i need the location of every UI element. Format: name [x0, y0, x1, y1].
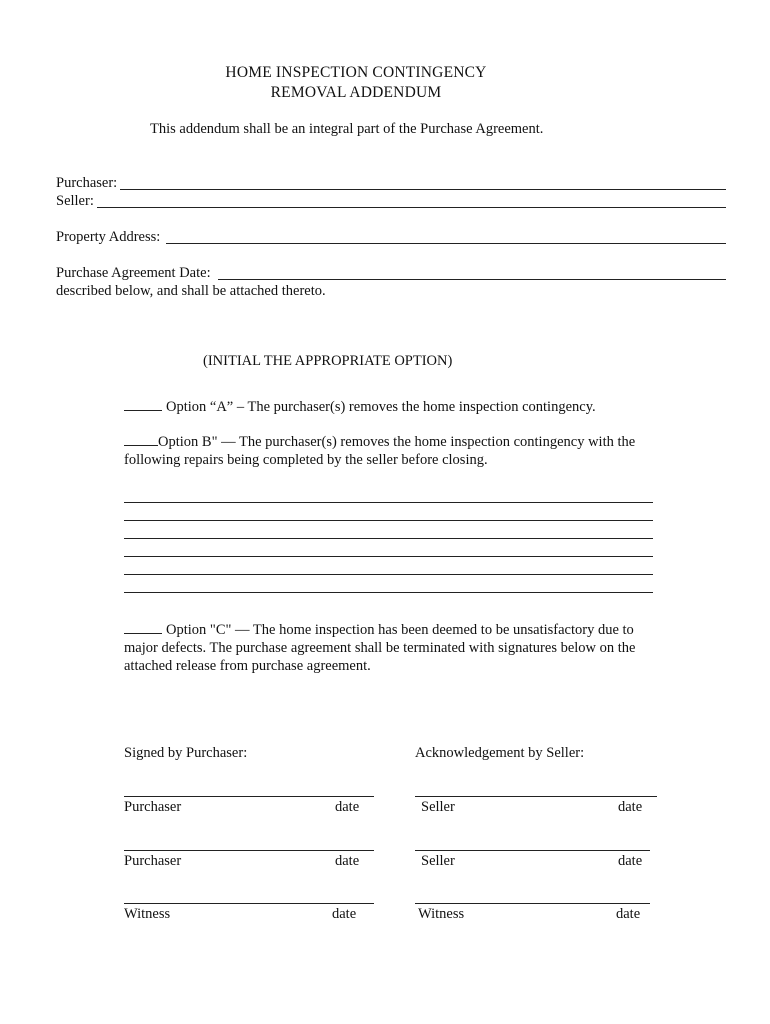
purchaser-date-label-2: date	[335, 853, 360, 869]
repair-line-4[interactable]	[124, 556, 653, 557]
described-below-text: described below, and shall be attached thereto.	[56, 283, 326, 299]
option-a-text: Option “A” – The purchaser(s) removes the home inspection contingency.	[166, 399, 596, 415]
seller-field[interactable]	[97, 207, 726, 208]
repair-line-3[interactable]	[124, 538, 653, 539]
repair-line-5[interactable]	[124, 574, 653, 575]
option-b-text: Option B" — The purchaser(s) removes the home inspection contingency with the following repairs being completed by the seller before closing.	[124, 434, 636, 468]
purchaser-witness-line[interactable]	[124, 903, 374, 904]
repair-line-1[interactable]	[124, 502, 653, 503]
document-title-line2: REMOVAL ADDENDUM	[270, 84, 442, 101]
option-a-initial-field[interactable]	[124, 398, 162, 411]
purchaser-signature-line-2[interactable]	[124, 850, 374, 851]
purchase-agreement-date-field[interactable]	[218, 279, 726, 280]
seller-witness-line[interactable]	[415, 903, 650, 904]
intro-statement: This addendum shall be an integral part of the Purchase Agreement.	[150, 121, 544, 137]
seller-signature-line-2[interactable]	[415, 850, 650, 851]
purchaser-label-2: Purchaser	[124, 853, 182, 869]
purchaser-date-label-1: date	[335, 799, 360, 815]
option-b-initial-field[interactable]	[124, 433, 158, 446]
purchaser-field[interactable]	[120, 189, 726, 190]
purchaser-witness-label: Witness	[124, 906, 171, 922]
purchaser-label-1: Purchaser	[124, 799, 182, 815]
property-address-label: Property Address:	[56, 229, 161, 245]
repair-line-6[interactable]	[124, 592, 653, 593]
option-b	[124, 433, 664, 469]
initial-instruction: (INITIAL THE APPROPRIATE OPTION)	[203, 353, 453, 369]
property-address-field[interactable]	[166, 243, 726, 244]
option-c-text: Option "C" — The home inspection has been deemed to be unsatisfactory due to major defects. The purchase agreement shall be terminated with signatures below on the attached release from purchase agreement.	[124, 622, 636, 674]
purchaser-signature-line-1[interactable]	[124, 796, 374, 797]
document-title-line1: HOME INSPECTION CONTINGENCY	[225, 64, 487, 81]
seller-witness-date-label: date	[616, 906, 641, 922]
repair-line-2[interactable]	[124, 520, 653, 521]
purchaser-witness-date-label: date	[332, 906, 357, 922]
signed-by-purchaser-heading: Signed by Purchaser:	[124, 745, 248, 761]
seller-witness-label: Witness	[418, 906, 465, 922]
option-c-initial-field[interactable]	[124, 621, 162, 634]
purchaser-label: Purchaser:	[56, 175, 118, 191]
seller-label: Seller:	[56, 193, 94, 209]
seller-date-label-1: date	[618, 799, 643, 815]
seller-label-1: Seller	[421, 799, 455, 815]
acknowledgement-by-seller-heading: Acknowledgement by Seller:	[415, 745, 585, 761]
seller-signature-line-1[interactable]	[415, 796, 657, 797]
option-a	[124, 398, 596, 416]
option-c	[124, 621, 664, 675]
seller-label-2: Seller	[421, 853, 455, 869]
purchase-agreement-date-label: Purchase Agreement Date:	[56, 265, 211, 281]
seller-date-label-2: date	[618, 853, 643, 869]
